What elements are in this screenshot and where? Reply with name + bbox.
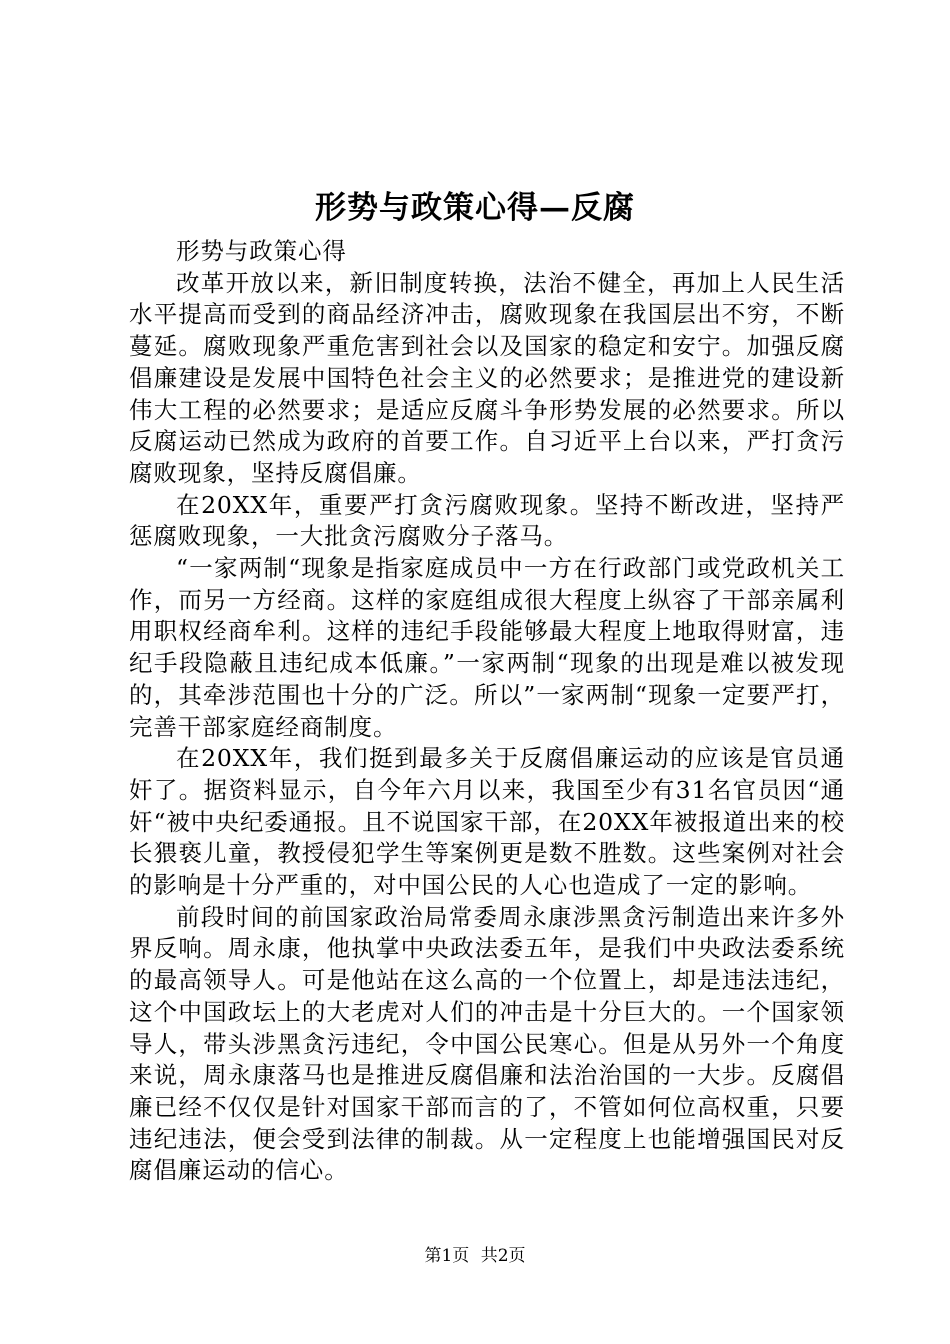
paragraph-1: 改革开放以来，新旧制度转换，法治不健全，再加上人民生活水平提高而受到的商品经济冲击，腐败现象在我国层出不穷，不断蔓延。腐败现象严重危害到社会以及国家的稳定和安宁。加强反腐倡廉建设是发展中国特色社会主义的必然要求；是推进党的建设新伟大工程的必然要求；是适应反腐斗争形势发展的必然要求。所以反腐运动已然成为政府的首要工作。自习近平上台以来，严打贪污腐败现象，坚持反腐倡廉。 <box>129 268 845 487</box>
paragraph-5: 前段时间的前国家政治局常委周永康涉黑贪污制造出来许多外界反响。周永康，他执掌中央政法委五年，是我们中央政法委系统的最高领导人。可是他站在这么高的一个位置上，却是违法违纪，这个中国政坛上的大老虎对人们的冲击是十分巨大的。一个国家领导人，带头涉黑贪污违纪，令中国公民寒心。但是从另外一个角度来说，周永康落马也是推进反腐倡廉和法治治国的一大步。反腐倡廉已经不仅仅是针对国家干部而言的了，不管如何位高权重，只要违纪违法，便会受到法律的制裁。从一定程度上也能增强国民对反腐倡廉运动的信心。 <box>129 902 845 1185</box>
page-total: 共2页 <box>480 1246 526 1266</box>
paragraph-4: 在20XX年，我们挺到最多关于反腐倡廉运动的应该是官员通奸了。据资料显示，自今年六月以来，我国至少有31名官员因“通奸“被中央纪委通报。且不说国家干部，在20XX年被报道出来的校长猥亵儿童，教授侵犯学生等案例更是数不胜数。这些案例对社会的影响是十分严重的，对中国公民的人心也造成了一定的影响。 <box>129 744 845 900</box>
page-footer <box>0 1244 950 1268</box>
paragraph-3: “一家两制“现象是指家庭成员中一方在行政部门或党政机关工作，而另一方经商。这样的家庭组成很大程度上纵容了干部亲属利用职权经商牟利。这样的违纪手段能够最大程度上地取得财富，违纪手段隐蔽且违纪成本低廉。”一家两制“现象的出现是难以被发现的，其牵涉范围也十分的广泛。所以”一家两制“现象一定要严打，完善干部家庭经商制度。 <box>129 554 845 741</box>
document-body <box>129 236 845 1187</box>
paragraph-2: 在20XX年，重要严打贪污腐败现象。坚持不断改进，坚持严惩腐败现象，一大批贪污腐败分子落马。 <box>129 490 845 551</box>
paragraph-subtitle: 形势与政策心得 <box>176 237 347 265</box>
document-title: 形势与政策心得—反腐 <box>315 190 635 226</box>
page-number: 第1页 <box>424 1246 470 1266</box>
